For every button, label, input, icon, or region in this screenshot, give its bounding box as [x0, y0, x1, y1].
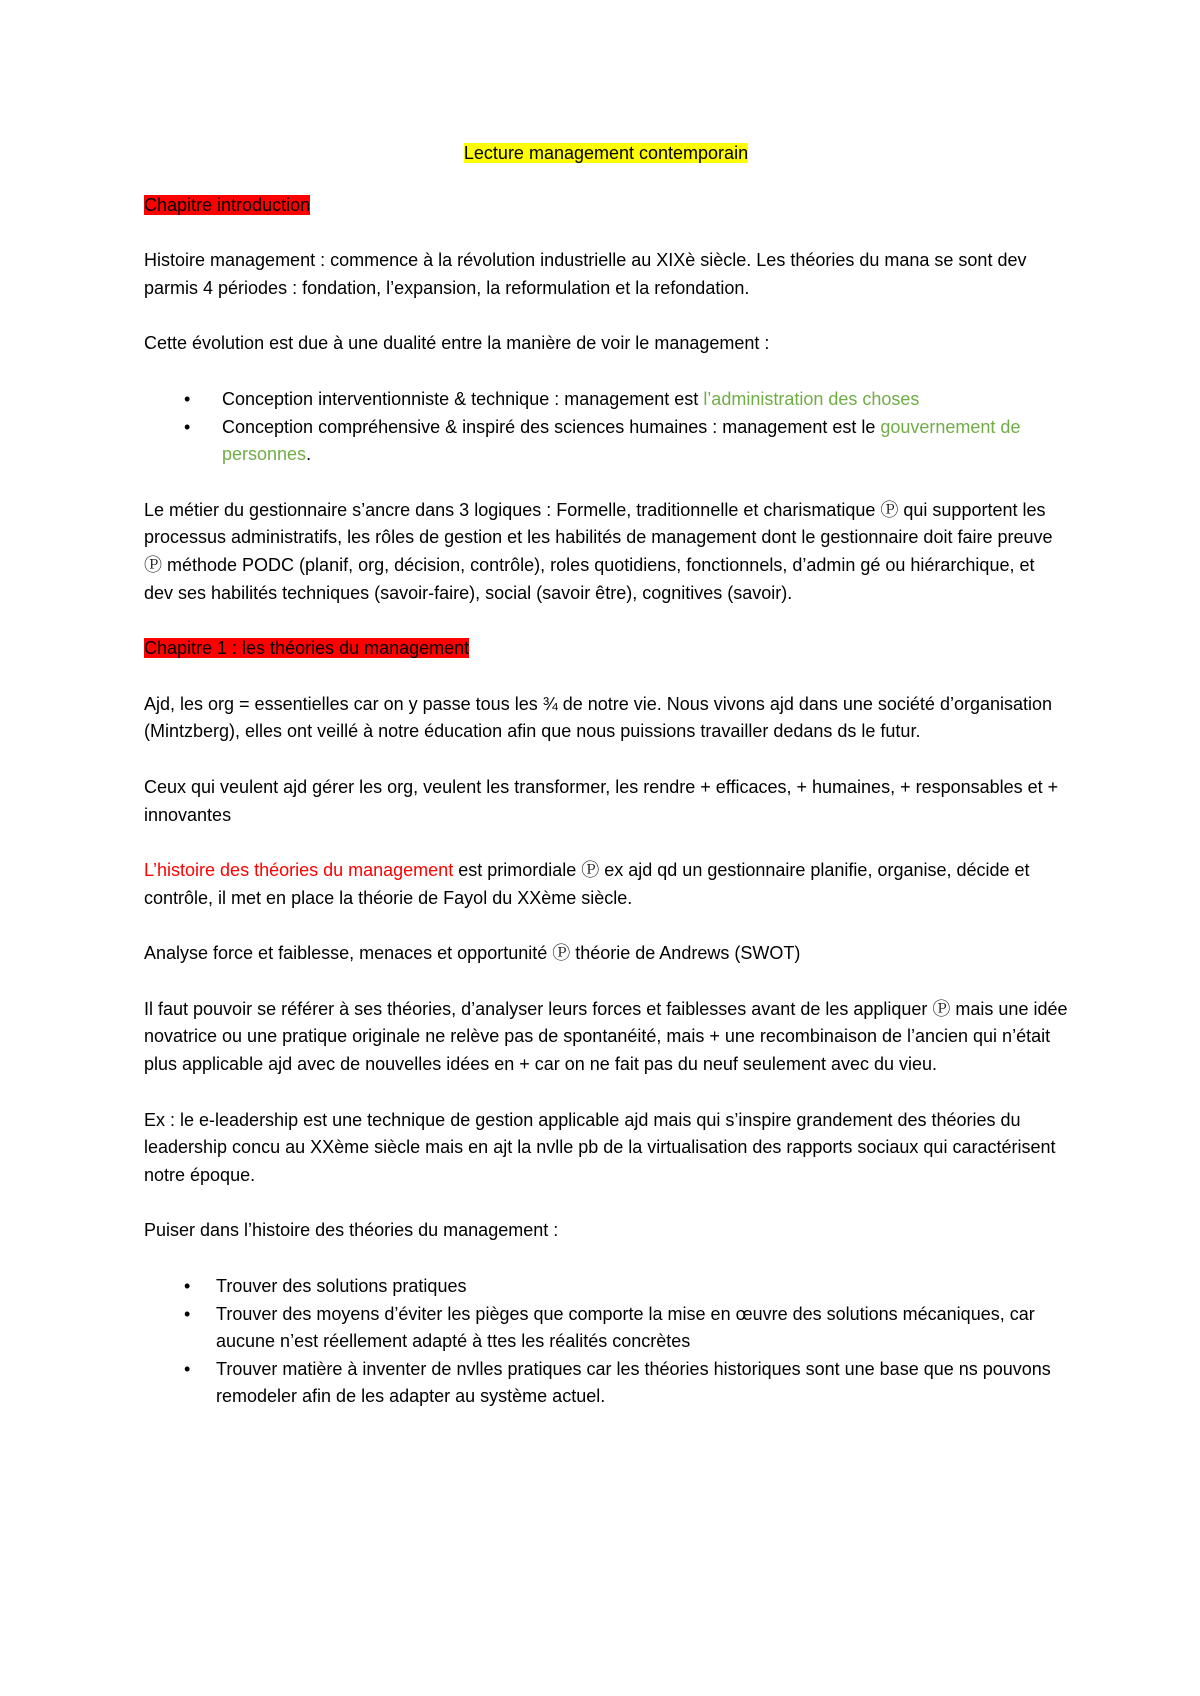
- chapter-intro-heading-row: [144, 192, 1068, 220]
- document-title: Lecture management contemporain: [463, 143, 749, 163]
- bullet-icon: •: [184, 1303, 191, 1324]
- chapter1-paragraph-7: Puiser dans l’histoire des théories du management :: [144, 1220, 559, 1241]
- document-page: [144, 140, 1068, 1439]
- intro-bullet-item-1: [144, 386, 1068, 414]
- list-item: [144, 1301, 1068, 1356]
- list-item: [144, 1273, 1068, 1301]
- bullet-text: Trouver des solutions pratiques: [216, 1276, 467, 1297]
- bullet-text: Trouver des moyens d’éviter les pièges que comporte la mise en œuvre des solutions mécaniques, car aucune n’est réellement adapté à ttes les réalités concrètes: [216, 1303, 1035, 1352]
- bullet-green-text: gouvernement de personnes: [222, 416, 1021, 465]
- intro-paragraph-3: Le métier du gestionnaire s’ancre dans 3 logiques : Formelle, traditionnelle et charismatique Ⓟ qui supportent les processus administratifs, les rôles de gestion et les habilités de management dont le gestionnaire doit faire preuve Ⓟ méthode PODC (planif, org, décision, contrôle), roles quotidiens, fonctionnels, d’admin gé ou hiérarchique, et dev ses habilités techniques (savoir-faire), social (savoir être), cognitives (savoir).: [144, 499, 1053, 603]
- bullet-end: .: [306, 444, 312, 465]
- bullet-text: Trouver matière à inventer de nvlles pratiques car les théories historiques sont une base que ns pouvons remodeler afin de les adapter au système actuel.: [216, 1358, 1051, 1407]
- chapter1-paragraph-1: Ajd, les org = essentielles car on y passe tous les ¾ de notre vie. Nous vivons ajd dans une société d’organisation (Mintzberg), elles ont veillé à notre éducation afin que nous puissions travailler dedans ds le futur.: [144, 693, 1053, 742]
- intro-paragraph-2: Cette évolution est due à une dualité entre la manière de voir le management :: [144, 333, 770, 354]
- chapter1-bullet-list: [144, 1273, 1068, 1411]
- bullet-icon: •: [184, 416, 191, 437]
- bullet-green-text: l’administration des choses: [703, 388, 920, 409]
- chapter1-paragraph-6: Ex : le e-leadership est une technique de gestion applicable ajd mais qui s’inspire grandement des théories du leadership concu au XXème siècle mais en ajt la nvlle pb de la virtualisation des rapports sociaux qui caractérisent notre époque.: [144, 1109, 1056, 1185]
- chapter1-paragraph-4: Analyse force et faiblesse, menaces et opportunité Ⓟ théorie de Andrews (SWOT): [144, 943, 801, 964]
- intro-bullet-list: [144, 386, 1068, 469]
- bullet-text: Conception compréhensive & inspiré des sciences humaines : management est le: [222, 416, 881, 437]
- chapter1-paragraph-5: Il faut pouvoir se référer à ses théories, d’analyser leurs forces et faiblesses avant de les appliquer Ⓟ mais une idée novatrice ou une pratique originale ne relève pas de spontanéité, mais + une recombinaison de l’ancien qui n’était plus applicable ajd avec de nouvelles idées en + car on ne fait pas du neuf seulement avec du vieu.: [144, 998, 1068, 1075]
- intro-paragraph-1: Histoire management : commence à la révolution industrielle au XIXè siècle. Les théories du mana se sont dev parmis 4 périodes : fondation, l’expansion, la reformulation et la refondation.: [144, 250, 1027, 298]
- chapter-1-heading: Chapitre 1 : les théories du management: [144, 638, 470, 659]
- intro-bullet-item-2: [144, 414, 1068, 469]
- list-item: [144, 1356, 1068, 1411]
- bullet-icon: •: [184, 388, 191, 409]
- bullet-text: Conception interventionniste & technique : management est: [222, 388, 704, 409]
- red-highlight-text: L’histoire des théories du management: [144, 860, 454, 881]
- paragraph-text: est primordiale Ⓟ ex ajd qd un gestionnaire planifie, organise, décide et contrôle, il met en place la théorie de Fayol du XXème siècle.: [144, 860, 1030, 908]
- chapter-1-heading-row: [144, 635, 1068, 663]
- chapter1-paragraph-2: Ceux qui veulent ajd gérer les org, veulent les transformer, les rendre + efficaces, + humaines, + responsables et + innovantes: [144, 776, 1059, 825]
- bullet-icon: •: [184, 1358, 191, 1379]
- bullet-icon: •: [184, 1276, 191, 1297]
- chapter-intro-heading: Chapitre introduction: [144, 194, 311, 215]
- document-title-row: [144, 140, 1068, 168]
- chapter1-paragraph-3: [144, 857, 1068, 912]
